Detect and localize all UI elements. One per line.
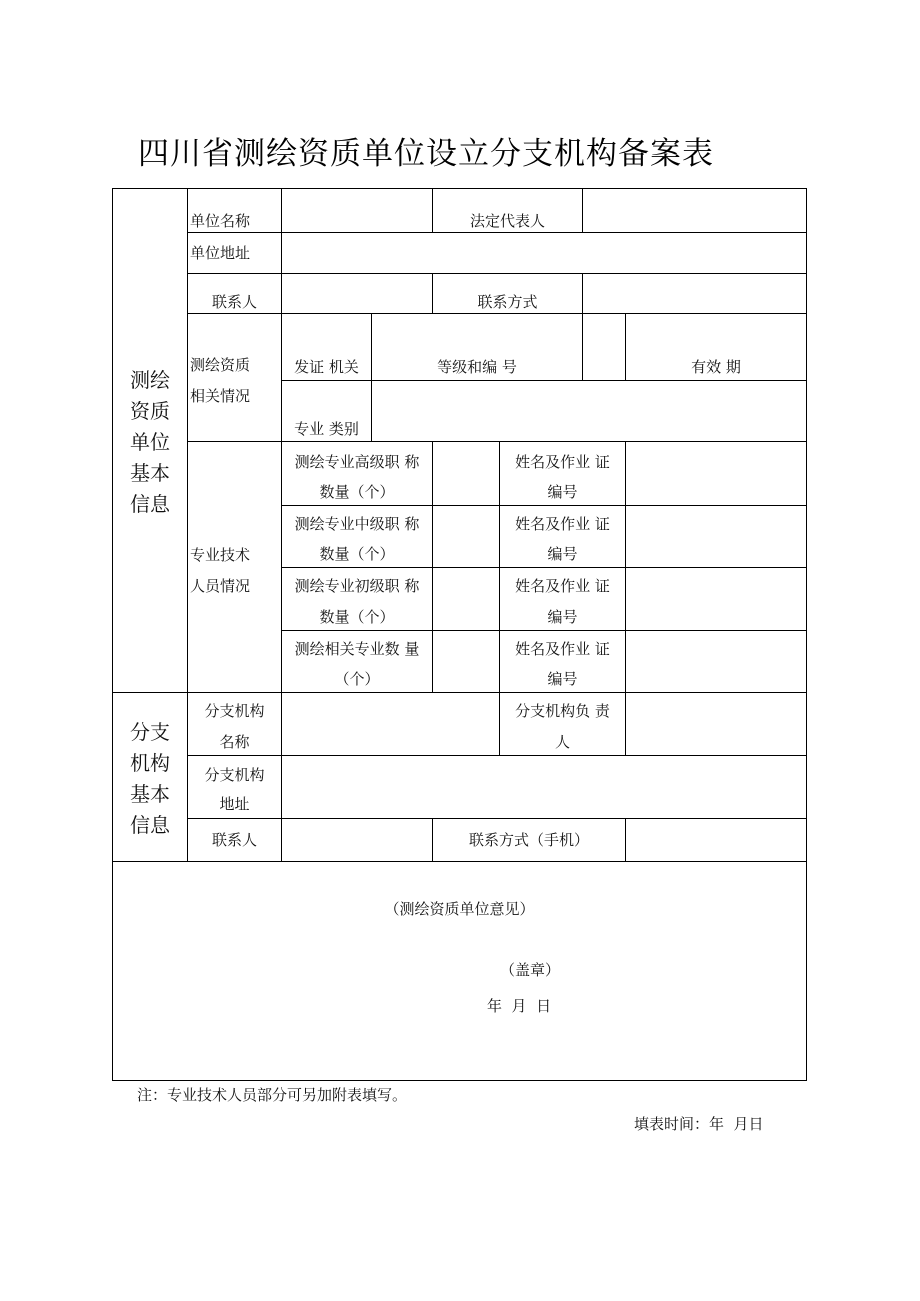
unit-name-field[interactable]	[282, 189, 432, 232]
staff-name-label: 编号	[547, 670, 578, 688]
unit-address-field[interactable]	[282, 233, 806, 273]
page-title: 四川省测绘资质单位设立分支机构备案表	[138, 136, 714, 172]
section-divider	[112, 861, 807, 862]
section2-label-line: 基本	[130, 782, 170, 806]
staff-row-label: 测绘相关专业数 量	[294, 640, 420, 658]
staff-name-field[interactable]	[626, 568, 806, 630]
staff-row-label: 数量（个）	[319, 608, 395, 626]
staff-row-label: 测绘专业初级职 称	[294, 577, 420, 595]
tech-staff-label-line: 专业技术	[190, 546, 251, 564]
branch-name-label: 名称	[219, 733, 250, 751]
staff-count-field[interactable]	[433, 568, 499, 630]
staff-count-field[interactable]	[433, 506, 499, 567]
table-border-right	[806, 188, 807, 1081]
branch-address-field[interactable]	[282, 756, 806, 818]
branch-name-field[interactable]	[282, 693, 499, 755]
section1-label-line: 单位	[130, 430, 170, 454]
branch-contact-field[interactable]	[282, 819, 432, 861]
staff-name-label: 编号	[547, 545, 578, 563]
staff-name-label: 姓名及作业 证	[515, 453, 610, 471]
branch-head-label: 人	[554, 733, 570, 751]
branch-head-field[interactable]	[626, 693, 806, 755]
staff-name-label: 姓名及作业 证	[515, 577, 610, 595]
branch-contact-phone-field[interactable]	[626, 819, 806, 861]
section1-label-line: 基本	[130, 461, 170, 485]
staff-name-field[interactable]	[626, 631, 806, 692]
staff-row-label: 测绘专业高级职 称	[294, 453, 420, 471]
section1-label-line: 测绘	[130, 368, 170, 392]
specialty-field[interactable]	[372, 381, 806, 441]
grade-number-label: 等级和编 号	[437, 358, 517, 376]
qualification-label-line: 相关情况	[190, 387, 251, 405]
section2-label-line: 信息	[130, 813, 170, 837]
fill-date: 填表时间：年 月日	[634, 1115, 764, 1133]
staff-name-label: 编号	[547, 608, 578, 626]
section1-label-line: 信息	[130, 492, 170, 516]
staff-count-field[interactable]	[433, 631, 499, 692]
opinion-title: （测绘资质单位意见）	[384, 900, 535, 918]
staff-row-label: （个）	[334, 670, 380, 688]
legal-rep-field[interactable]	[583, 189, 806, 232]
branch-address-label: 地址	[219, 795, 250, 813]
tech-staff-label-line: 人员情况	[190, 577, 251, 595]
qualification-label-line: 测绘资质	[190, 356, 251, 374]
specialty-label: 专业 类别	[294, 420, 359, 438]
contact-label: 联系人	[211, 293, 257, 311]
contact-method-field[interactable]	[583, 274, 806, 313]
unit-address-label: 单位地址	[190, 244, 251, 262]
staff-count-field[interactable]	[433, 442, 499, 505]
section2-label-line: 分支	[130, 720, 170, 744]
table-border-left	[112, 188, 113, 1081]
contact-method-label: 联系方式	[477, 293, 538, 311]
branch-address-label: 分支机构	[204, 766, 265, 784]
footnote: 注：专业技术人员部分可另加附表填写。	[137, 1086, 408, 1104]
contact-field[interactable]	[282, 274, 432, 313]
staff-name-label: 姓名及作业 证	[515, 515, 610, 533]
staff-name-field[interactable]	[626, 442, 806, 505]
section2-label-line: 机构	[130, 751, 170, 775]
staff-row-label: 数量（个）	[319, 483, 395, 501]
branch-contact-phone-label: 联系方式（手机）	[468, 831, 589, 849]
table-border-bottom	[112, 1080, 807, 1081]
branch-head-label: 分支机构负 责	[515, 702, 610, 720]
grade-number-field[interactable]	[583, 314, 625, 380]
branch-name-label: 分支机构	[204, 702, 265, 720]
legal-rep-label: 法定代表人	[469, 212, 545, 230]
staff-row-label: 测绘专业中级职 称	[294, 515, 420, 533]
staff-name-label: 姓名及作业 证	[515, 640, 610, 658]
opinion-date: 年 月 日	[487, 997, 552, 1015]
validity-label: 有效 期	[691, 358, 741, 376]
issuing-org-label: 发证 机关	[294, 358, 359, 376]
staff-row-label: 数量（个）	[319, 545, 395, 563]
unit-name-label: 单位名称	[190, 212, 251, 230]
staff-name-field[interactable]	[626, 506, 806, 567]
opinion-seal: （盖章）	[500, 961, 561, 979]
staff-name-label: 编号	[547, 483, 578, 501]
section1-label-line: 资质	[130, 399, 170, 423]
branch-contact-label: 联系人	[211, 831, 257, 849]
